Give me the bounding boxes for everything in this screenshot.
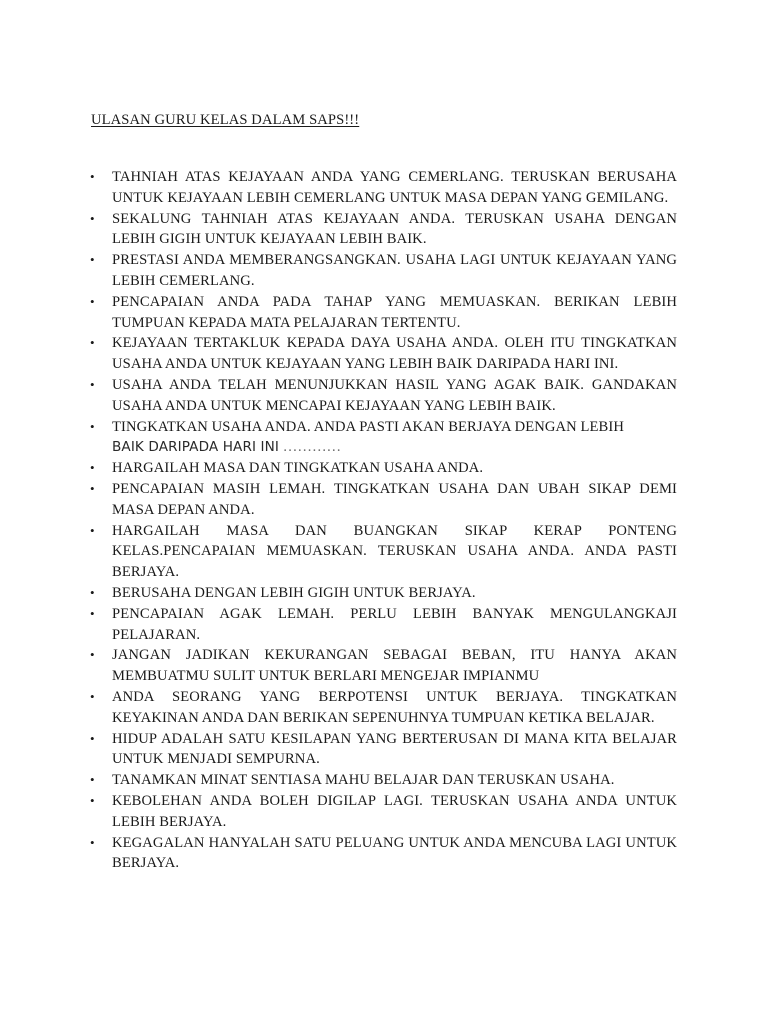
list-item — [90, 645, 677, 687]
bullet-icon: • — [90, 252, 95, 268]
comment-text: ANDA SEORANG YANG BERPOTENSI UNTUK BERJAYA. TINGKATKAN KEYAKINAN ANDA DAN BERIKAN SEPENUHNYA TUMPUAN KETIKA BELAJAR. — [112, 688, 677, 726]
bullet-icon: • — [90, 688, 95, 704]
bullet-icon: • — [90, 605, 95, 621]
comment-text: KEGAGALAN HANYALAH SATU PELUANG UNTUK ANDA MENCUBA LAGI UNTUK BERJAYA. — [112, 834, 677, 872]
comment-text: HIDUP ADALAH SATU KESILAPAN YANG BERTERUSAN DI MANA KITA BELAJAR UNTUK MENJADI SEMPURNA. — [112, 730, 677, 768]
list-item — [90, 417, 677, 459]
list-item — [90, 333, 677, 375]
list-item — [90, 687, 677, 729]
list-item — [90, 729, 677, 771]
comment-text: TINGKATKAN USAHA ANDA. ANDA PASTI AKAN BERJAYA DENGAN LEBIH — [112, 418, 624, 435]
bullet-icon: • — [90, 335, 95, 351]
comment-text-continuation: BAIK DARIPADA HARI INI — [112, 439, 280, 456]
comment-text: KEJAYAAN TERTAKLUK KEPADA DAYA USAHA ANDA. OLEH ITU TINGKATKAN USAHA ANDA UNTUK KEJAYAAN YANG LEBIH BAIK DARIPADA HARI INI. — [112, 335, 677, 373]
comment-text: KEBOLEHAN ANDA BOLEH DIGILAP LAGI. TERUSKAN USAHA ANDA UNTUK LEBIH BERJAYA. — [112, 792, 677, 830]
comment-text: PENCAPAIAN MASIH LEMAH. TINGKATKAN USAHA DAN UBAH SIKAP DEMI MASA DEPAN ANDA. — [112, 480, 677, 518]
comment-text: USAHA ANDA TELAH MENUNJUKKAN HASIL YANG AGAK BAIK. GANDAKAN USAHA ANDA UNTUK MENCAPAI KEJAYAAN YANG LEBIH BAIK. — [112, 376, 677, 414]
list-item — [90, 375, 677, 417]
list-item — [90, 770, 677, 791]
bullet-icon: • — [90, 376, 95, 392]
bullet-icon: • — [90, 647, 95, 663]
list-item — [90, 521, 677, 583]
bullet-icon: • — [90, 169, 95, 184]
bullet-icon: • — [90, 418, 95, 434]
bullet-icon: • — [90, 210, 95, 226]
list-item — [90, 604, 677, 646]
bullet-icon: • — [90, 834, 95, 850]
bullet-icon: • — [90, 293, 95, 309]
list-item — [90, 479, 677, 521]
list-item — [90, 458, 677, 479]
comment-text: PRESTASI ANDA MEMBERANGSANGKAN. USAHA LAGI UNTUK KEJAYAAN YANG LEBIH CEMERLANG. — [112, 252, 677, 289]
comment-text: BERUSAHA DENGAN LEBIH GIGIH UNTUK BERJAYA. — [112, 584, 476, 601]
list-item — [90, 250, 677, 292]
list-item — [90, 209, 677, 251]
bullet-icon: • — [90, 584, 95, 600]
dotted-leader: ………… — [282, 439, 342, 456]
bullet-icon: • — [90, 480, 95, 496]
comment-text: HARGAILAH MASA DAN TINGKATKAN USAHA ANDA. — [112, 460, 484, 477]
comment-text: SEKALUNG TAHNIAH ATAS KEJAYAAN ANDA. TERUSKAN USAHA DENGAN LEBIH GIGIH UNTUK KEJAYAAN LEBIH BAIK. — [112, 210, 677, 248]
comment-text: TAHNIAH ATAS KEJAYAAN ANDA YANG CEMERLANG. TERUSKAN BERUSAHA UNTUK KEJAYAAN LEBIH CEMERLANG UNTUK MASA DEPAN YANG GEMILANG. — [112, 169, 677, 206]
list-item — [90, 583, 677, 604]
comment-text: PENCAPAIAN ANDA PADA TAHAP YANG MEMUASKAN. BERIKAN LEBIH TUMPUAN KEPADA MATA PELAJARAN TERTENTU. — [112, 293, 677, 331]
document-title: ULASAN GURU KELAS DALAM SAPS!!! — [91, 112, 360, 128]
bullet-icon: • — [90, 772, 95, 788]
bullet-icon: • — [90, 522, 95, 538]
list-item — [90, 292, 677, 334]
bullet-icon: • — [90, 792, 95, 808]
bullet-icon: • — [90, 730, 95, 746]
list-item — [90, 167, 677, 209]
list-item — [90, 791, 677, 833]
bullet-icon: • — [90, 460, 95, 476]
comment-text: PENCAPAIAN AGAK LEMAH. PERLU LEBIH BANYAK MENGULANGKAJI PELAJARAN. — [112, 605, 677, 643]
comment-text: HARGAILAH MASA DAN BUANGKAN SIKAP KERAP PONTENG KELAS.PENCAPAIAN MEMUASKAN. TERUSKAN USAHA ANDA. ANDA PASTI BERJAYA. — [112, 522, 677, 581]
comment-text: JANGAN JADIKAN KEKURANGAN SEBAGAI BEBAN, ITU HANYA AKAN MEMBUATMU SULIT UNTUK BERLARI MENGEJAR IMPIANMU — [112, 647, 677, 685]
list-item — [90, 833, 677, 875]
comment-list — [90, 167, 677, 874]
comment-text: TANAMKAN MINAT SENTIASA MAHU BELAJAR DAN TERUSKAN USAHA. — [112, 772, 615, 789]
